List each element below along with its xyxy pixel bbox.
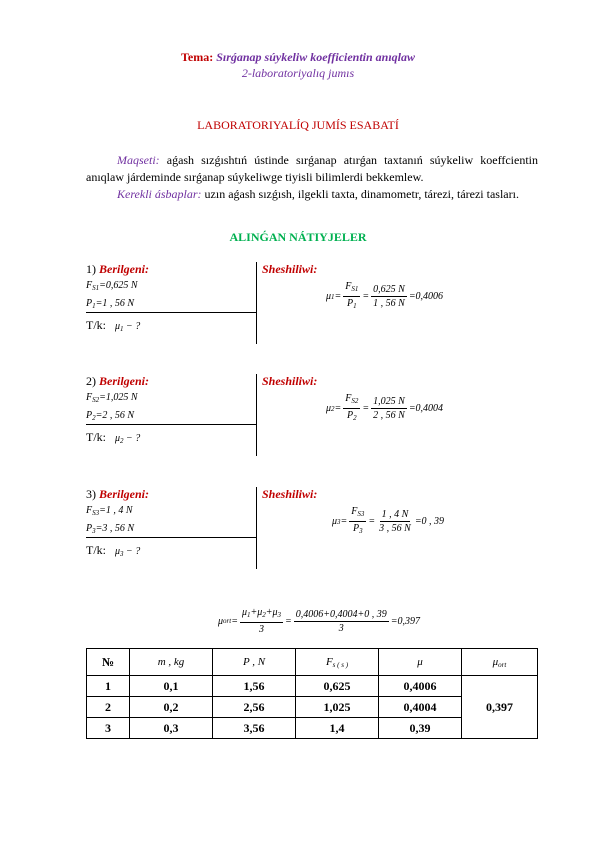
table-cell: 0,2 bbox=[130, 697, 213, 718]
solution-formula: μ 3 = $\frac{F_{S3}}{P_3}$ = $\frac{1 , 4 N}{3 , 56 N}$ =0 , 39 bbox=[332, 506, 445, 535]
given-section bbox=[86, 262, 256, 313]
given-weight: $P_3=3$ , 56 N bbox=[86, 523, 135, 535]
task-number: 2) bbox=[86, 374, 96, 388]
report-title: LABORATORIYALÍQ JUMÍS ESABATÍ bbox=[197, 118, 399, 132]
table-cell: 0,39 bbox=[379, 718, 462, 739]
given-label: Berilgeni: bbox=[99, 374, 149, 388]
table-cell: 1,025 bbox=[296, 697, 379, 718]
task-block-3 bbox=[86, 487, 538, 569]
task-number: 1) bbox=[86, 262, 96, 276]
given-weight: $P_2=2$ , 56 N bbox=[86, 410, 135, 422]
task-block-1 bbox=[86, 262, 538, 344]
aim-paragraph bbox=[86, 152, 538, 186]
given-label: Berilgeni: bbox=[99, 487, 149, 501]
results-title: ALINǴAN NÁTIYJELER bbox=[229, 230, 367, 244]
topic-line bbox=[0, 50, 596, 65]
table-cell: 0,625 bbox=[296, 676, 379, 697]
col-header: № bbox=[87, 649, 130, 676]
solution-label: Sheshiliwi: bbox=[262, 374, 318, 388]
find-line: T/k: $\mu_2$ − ? bbox=[86, 430, 141, 445]
aim-text: aǵash sızǵıshtıń ústinde sırǵanap atırǵan taxtanıń súykeliw koeffcientin anıqlaw járdeminde sırǵanap súykeliwge tiyisli bilimlerdi bekkemlew. bbox=[86, 153, 538, 184]
table-cell: 0,3 bbox=[130, 718, 213, 739]
table-cell: 3,56 bbox=[213, 718, 296, 739]
results-table bbox=[86, 648, 538, 739]
divider bbox=[256, 262, 257, 344]
average-formula: μ ort = $\frac{\mu_1+\mu_2+\mu_3}{3}$ = $\frac{0,4006+0,4004+0 , 39}{3}$ =0,397 bbox=[218, 607, 421, 635]
divider bbox=[256, 374, 257, 456]
col-header: P , N bbox=[213, 649, 296, 676]
given-force: $F_{S1}=0,625$ N bbox=[86, 280, 138, 292]
find-line: T/k: $\mu_3$ − ? bbox=[86, 543, 141, 558]
col-header: μ bbox=[379, 649, 462, 676]
col-header: $F_{s ( s )}$ bbox=[296, 649, 379, 676]
table-header-row bbox=[87, 649, 538, 676]
tools-label: Kerekli ásbaplar: bbox=[117, 187, 202, 201]
find-line: T/k: $\mu_1$ − ? bbox=[86, 318, 141, 333]
solution-label: Sheshiliwi: bbox=[262, 262, 318, 276]
aim-label: Maqseti: bbox=[117, 153, 160, 167]
topic-text: Sırǵanap súykeliw koefficientin anıqlaw bbox=[216, 50, 416, 64]
given-label: Berilgeni: bbox=[99, 262, 149, 276]
mu-average-cell: 0,397 bbox=[462, 676, 538, 739]
col-header: m , kg bbox=[130, 649, 213, 676]
table-cell: 1,56 bbox=[213, 676, 296, 697]
divider bbox=[86, 312, 256, 313]
topic-label: Tema: bbox=[180, 50, 214, 64]
tools-text: uzın aǵash sızǵısh, ilgekli taxta, dinamometr, tárezi, tárezi tasları. bbox=[201, 187, 519, 201]
table-cell: 0,1 bbox=[130, 676, 213, 697]
intro-section bbox=[86, 152, 538, 203]
given-section bbox=[86, 487, 256, 538]
lab-number: 2-laboratoriyalıq jumıs bbox=[241, 66, 355, 80]
given-force: $F_{S3}=1$ , 4 N bbox=[86, 505, 133, 517]
divider bbox=[256, 487, 257, 569]
solution-section bbox=[262, 374, 317, 389]
given-force: $F_{S2}=1,025$ N bbox=[86, 392, 138, 404]
table-cell: 2,56 bbox=[213, 697, 296, 718]
solution-section bbox=[262, 262, 317, 277]
task-block-2 bbox=[86, 374, 538, 456]
solution-section bbox=[262, 487, 317, 502]
solution-formula: μ 2 = $\frac{F_{S2}}{P_2}$ = $\frac{1,025 N}{2 , 56 N}$ =0,4004 bbox=[326, 393, 444, 422]
table-cell: 1,4 bbox=[296, 718, 379, 739]
given-section bbox=[86, 374, 256, 425]
divider bbox=[86, 537, 256, 538]
table-cell: 3 bbox=[87, 718, 130, 739]
col-header: $\mu_{ort}$ bbox=[462, 649, 538, 676]
table-cell: 0,4004 bbox=[379, 697, 462, 718]
solution-formula: μ 1 = $\frac{F_{S1}}{P_1}$ = $\frac{0,625 N}{1 , 56 N}$ =0,4006 bbox=[326, 281, 444, 310]
tools-paragraph bbox=[86, 186, 538, 203]
table-cell: 0,4006 bbox=[379, 676, 462, 697]
solution-label: Sheshiliwi: bbox=[262, 487, 318, 501]
table-cell: 2 bbox=[87, 697, 130, 718]
task-number: 3) bbox=[86, 487, 96, 501]
divider bbox=[86, 424, 256, 425]
table-cell: 1 bbox=[87, 676, 130, 697]
given-weight: $P_1=1$ , 56 N bbox=[86, 298, 135, 310]
table-row bbox=[87, 676, 538, 697]
